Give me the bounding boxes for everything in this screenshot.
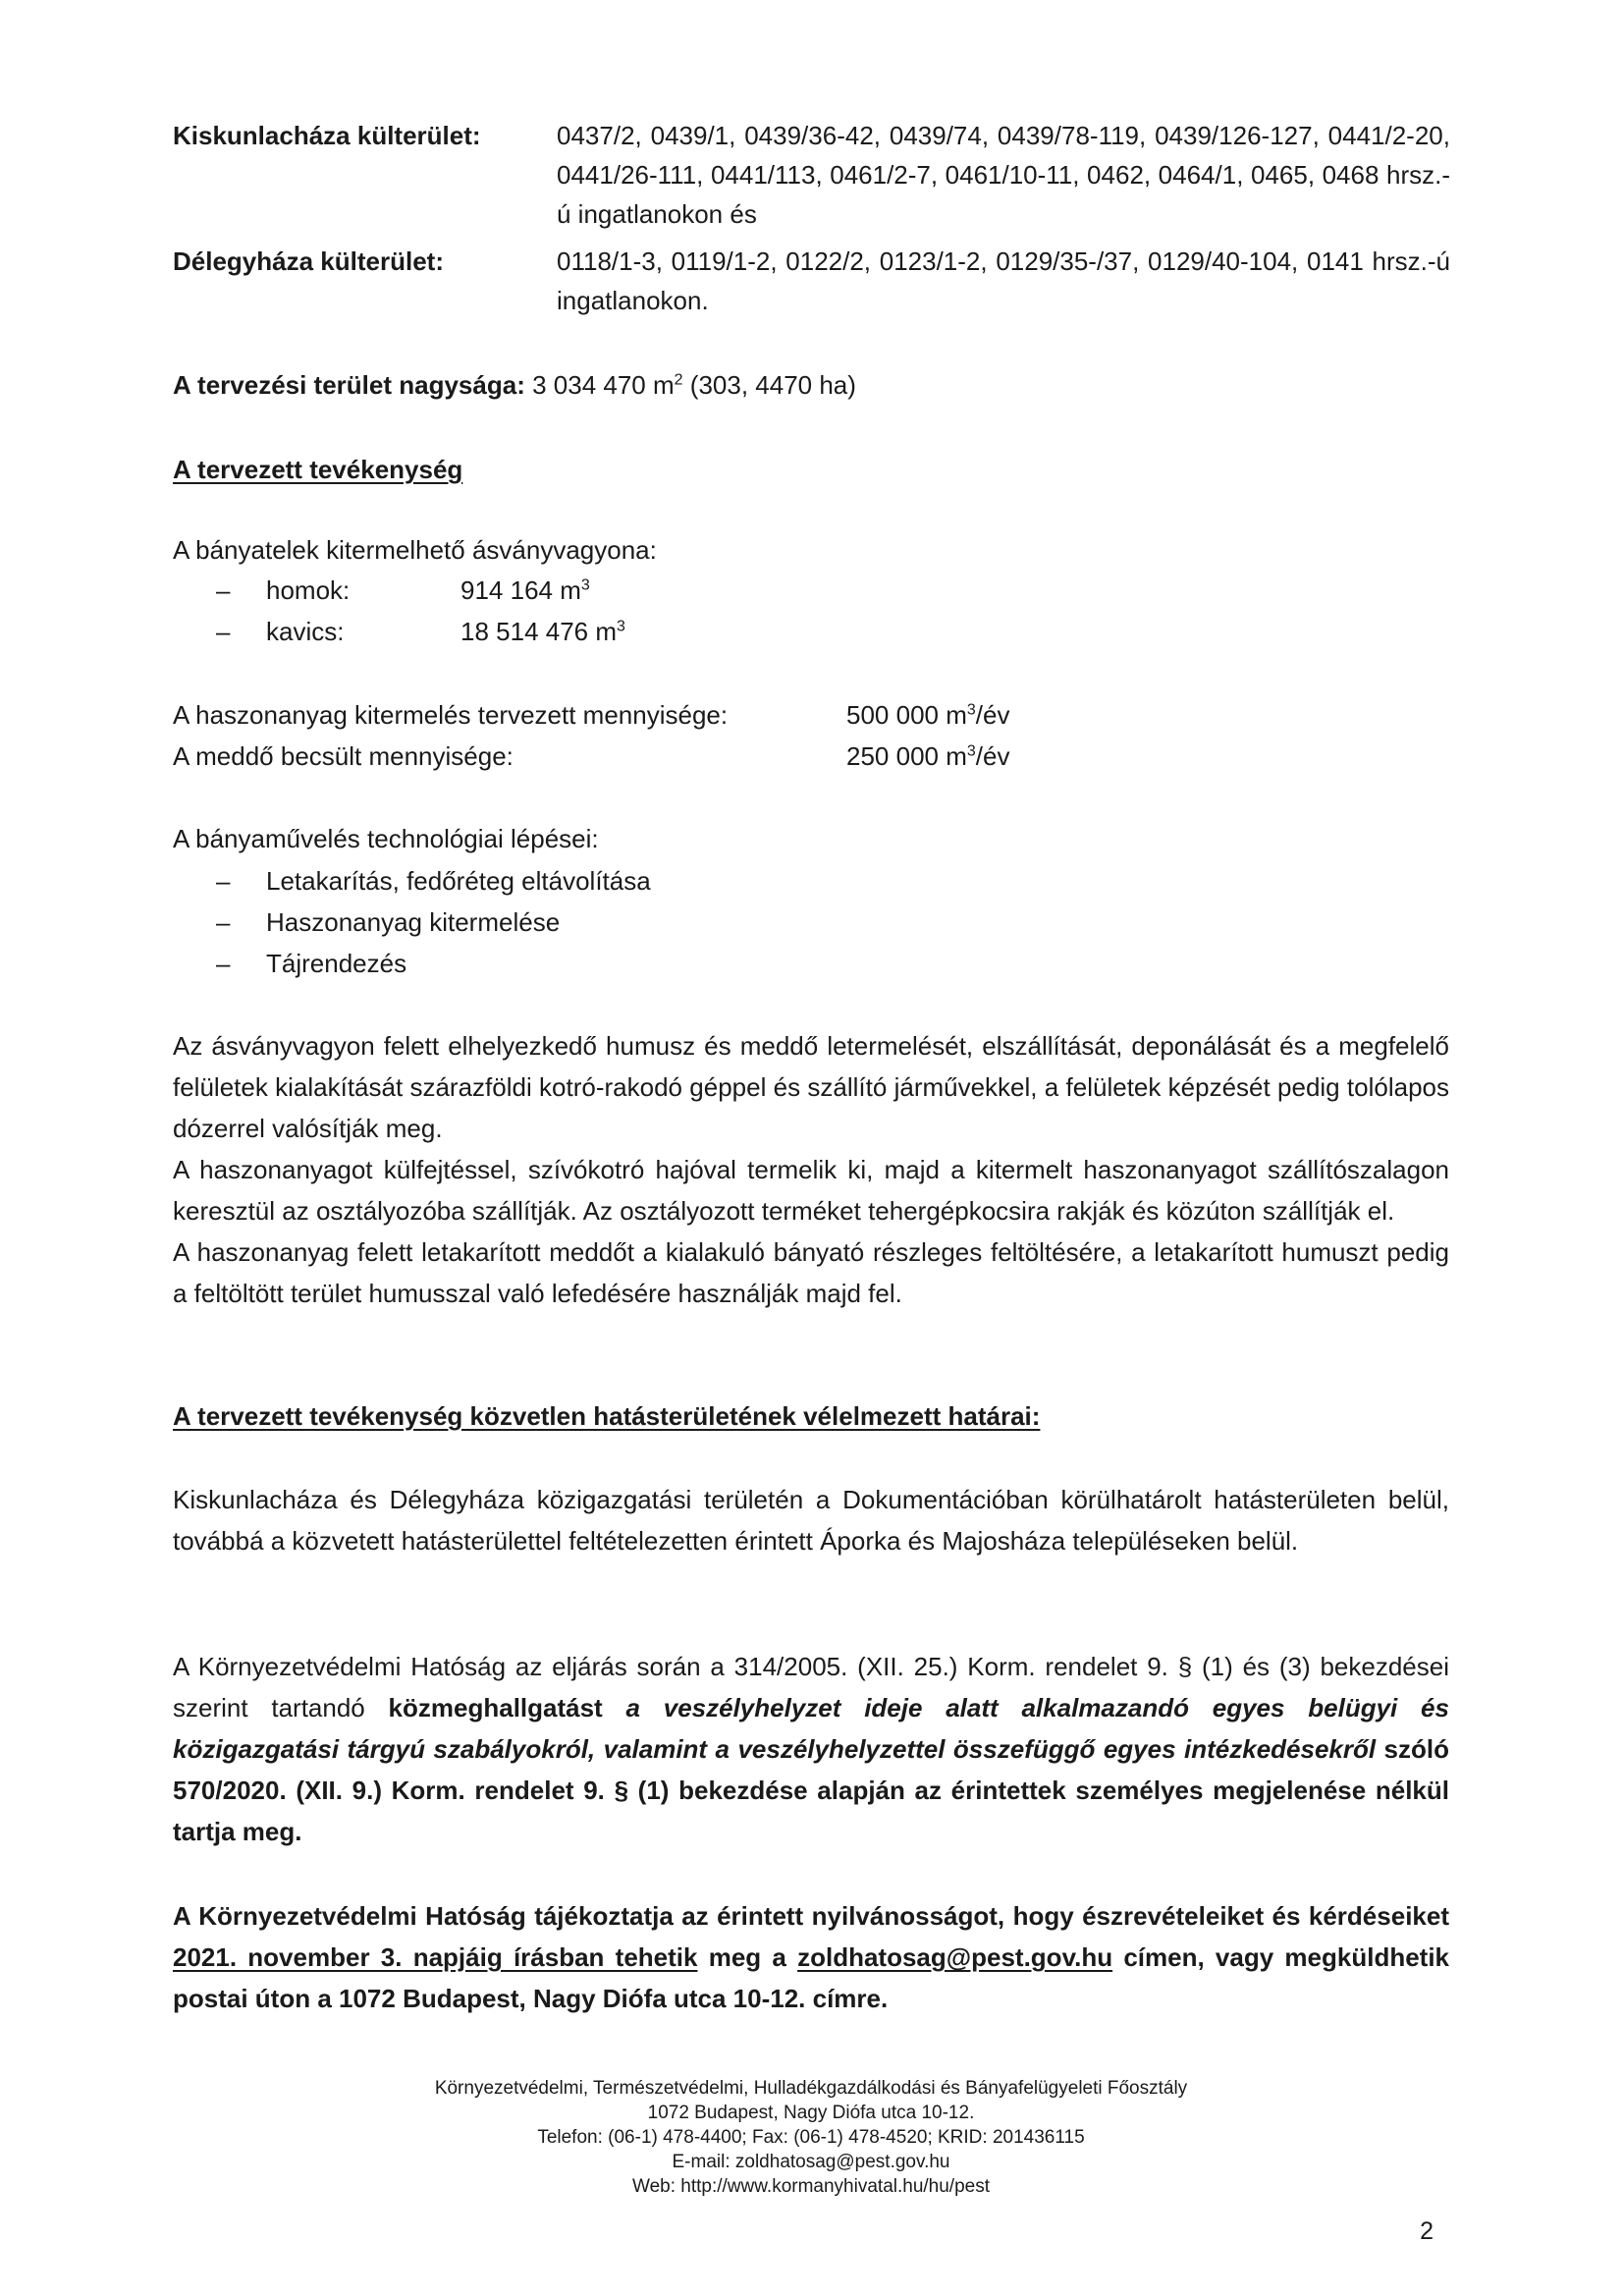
hearing-regulation-title: a veszélyhelyzet ideje alatt alkalmazandó egyes belügyi és közigazgatási tárgyú szabályokról, valamint a veszélyhelyzettel összefüggő egyes intézkedésekről bbox=[173, 1693, 1449, 1764]
list-item: – Tájrendezés bbox=[173, 943, 1056, 984]
page-number: 2 bbox=[1420, 2217, 1434, 2245]
delegyhaza-label: Délegyháza külterület: bbox=[173, 246, 444, 276]
notice-email-link[interactable]: zoldhatosag@pest.gov.hu bbox=[797, 1942, 1113, 1972]
notice-text: címen, vagy megküldhetik postai úton a 1072 Budapest, Nagy Diófa utca 10-12. címre. bbox=[173, 1942, 1450, 2013]
notice-deadline: 2021. november 3. napjáig írásban tehetik bbox=[173, 1942, 698, 1972]
reserve-value: 18 514 476 m bbox=[460, 617, 618, 646]
reserve-name: – homok: bbox=[266, 575, 351, 605]
list-item bbox=[173, 570, 860, 611]
kiskunlachaza-label: Kiskunlacháza külterület: bbox=[173, 121, 481, 150]
extraction-label: A haszonanyag kitermelés tervezett mennyisége: bbox=[173, 700, 729, 730]
waste-quantity bbox=[846, 737, 1009, 776]
kiskunlachaza-parcels: 0437/2, 0439/1, 0439/36-42, 0439/74, 0439/78-119, 0439/126-127, 0441/2-20, 0441/26-111, 0441/113, 0461/2-7, 0461/10-11, 0462, 0464/1, 0465, 0468 hrsz.-ú ingatlanokon és bbox=[557, 121, 1450, 229]
planning-area-ha: (303, 4470 ha) bbox=[689, 370, 856, 400]
list-item: – Haszonanyag kitermelése bbox=[173, 902, 1056, 943]
activity-heading: A tervezett tevékenység bbox=[173, 455, 463, 484]
paragraph: Az ásványvagyon felett elhelyezkedő humusz és meddő letermelését, elszállítását, deponálását és a megfelelő felületek kialakítását szárazföldi kotró-rakodó géppel és szállító járművekkel, a felületek képzését pedig tolólapos dózerrel valósítják meg. bbox=[173, 1031, 1449, 1143]
steps-intro: A bányaművelés technológiai lépései: bbox=[173, 824, 599, 853]
reserve-sup: 3 bbox=[580, 576, 590, 594]
reserve-value: 914 164 m bbox=[460, 575, 581, 605]
impact-heading: A tervezett tevékenység közvetlen hatásterületének vélelmezett határai: bbox=[173, 1401, 1041, 1431]
planning-area bbox=[173, 365, 1449, 405]
hearing-paragraph bbox=[173, 1646, 1449, 1852]
list-item: – Letakarítás, fedőréteg eltávolítása bbox=[173, 860, 1056, 902]
reserve-list bbox=[173, 570, 860, 652]
planning-area-value: 3 034 470 m bbox=[532, 370, 675, 400]
reserve-intro: A bányatelek kitermelhető ásványvagyona: bbox=[173, 535, 657, 565]
list-item bbox=[173, 611, 860, 652]
steps-list bbox=[173, 860, 1056, 984]
extraction-sup: 3 bbox=[966, 701, 976, 719]
extraction-value: 500 000 m bbox=[846, 700, 967, 730]
impact-text: Kiskunlacháza és Délegyháza közigazgatási területén a Dokumentációban körülhatárolt hatásterületen belül, továbbá a közvetett hatásterülettel feltételezetten érintett Áporka és Majosháza településeken belül. bbox=[173, 1485, 1449, 1556]
footer-email: E-mail: zoldhatosag@pest.gov.hu bbox=[672, 2152, 950, 2172]
waste-sup: 3 bbox=[966, 742, 976, 760]
footer-phone: Telefon: (06-1) 478-4400; Fax: (06-1) 478-4520; KRID: 201436115 bbox=[537, 2127, 1085, 2148]
waste-unit: /év bbox=[975, 741, 1010, 771]
paragraph: A haszonanyagot külfejtéssel, szívókotró hajóval termelik ki, majd a kitermelt haszonanyagot szállítószalagon keresztül az osztályozóba szállítják. Az osztályozott terméket tehergépkocsira rakják és közúton szállítják el. bbox=[173, 1155, 1449, 1226]
hearing-bold-end: szóló 570/2020. (XII. 9.) Korm. rendelet 9. § (1) bekezdése alapján az érintettek személyes megjelenése nélkül tartja meg. bbox=[173, 1734, 1449, 1846]
paragraph: A haszonanyag felett letakarított meddőt a kialakuló bányató részleges feltöltésére, a letakarított humuszt pedig a feltöltött terület humusszal való lefedésére használják majd fel. bbox=[173, 1237, 1449, 1308]
hearing-text: A Környezetvédelmi Hatóság az eljárás során a 314/2005. (XII. 25.) Korm. rendelet 9. § (1) és (3) bekezdései szerint tartandó bbox=[173, 1652, 1449, 1722]
waste-label: A meddő becsült mennyisége: bbox=[173, 741, 514, 771]
notice-paragraph bbox=[173, 1895, 1449, 2019]
footer-department: Környezetvédelmi, Természetvédelmi, Hulladékgazdálkodási és Bányafelügyeleti Főosztály bbox=[434, 2078, 1188, 2099]
notice-text: meg a bbox=[697, 1942, 798, 1972]
technology-description bbox=[173, 1025, 1449, 1314]
planning-area-sup: 2 bbox=[674, 371, 683, 389]
reserve-sup: 3 bbox=[617, 618, 625, 635]
extraction-unit: /év bbox=[975, 700, 1010, 730]
hearing-bold: közmeghallgatást bbox=[388, 1693, 626, 1722]
delegyhaza-parcels: 0118/1-3, 0119/1-2, 0122/2, 0123/1-2, 0129/35-/37, 0129/40-104, 0141 hrsz.-ú ingatlanokon. bbox=[557, 246, 1450, 315]
waste-value: 250 000 m bbox=[846, 741, 967, 771]
footer-address: 1072 Budapest, Nagy Diófa utca 10-12. bbox=[647, 2103, 975, 2123]
extraction-quantity bbox=[846, 695, 1009, 735]
reserve-name: – kavics: bbox=[266, 617, 345, 646]
notice-text: A Környezetvédelmi Hatóság tájékoztatja az érintett nyilvánosságot, hogy észrevételeiket és kérdéseiket bbox=[173, 1901, 1449, 1931]
planning-area-label: A tervezési terület nagysága: bbox=[173, 370, 525, 400]
footer-web: Web: http://www.kormanyhivatal.hu/hu/pest bbox=[632, 2176, 990, 2197]
footer bbox=[222, 2076, 1400, 2199]
